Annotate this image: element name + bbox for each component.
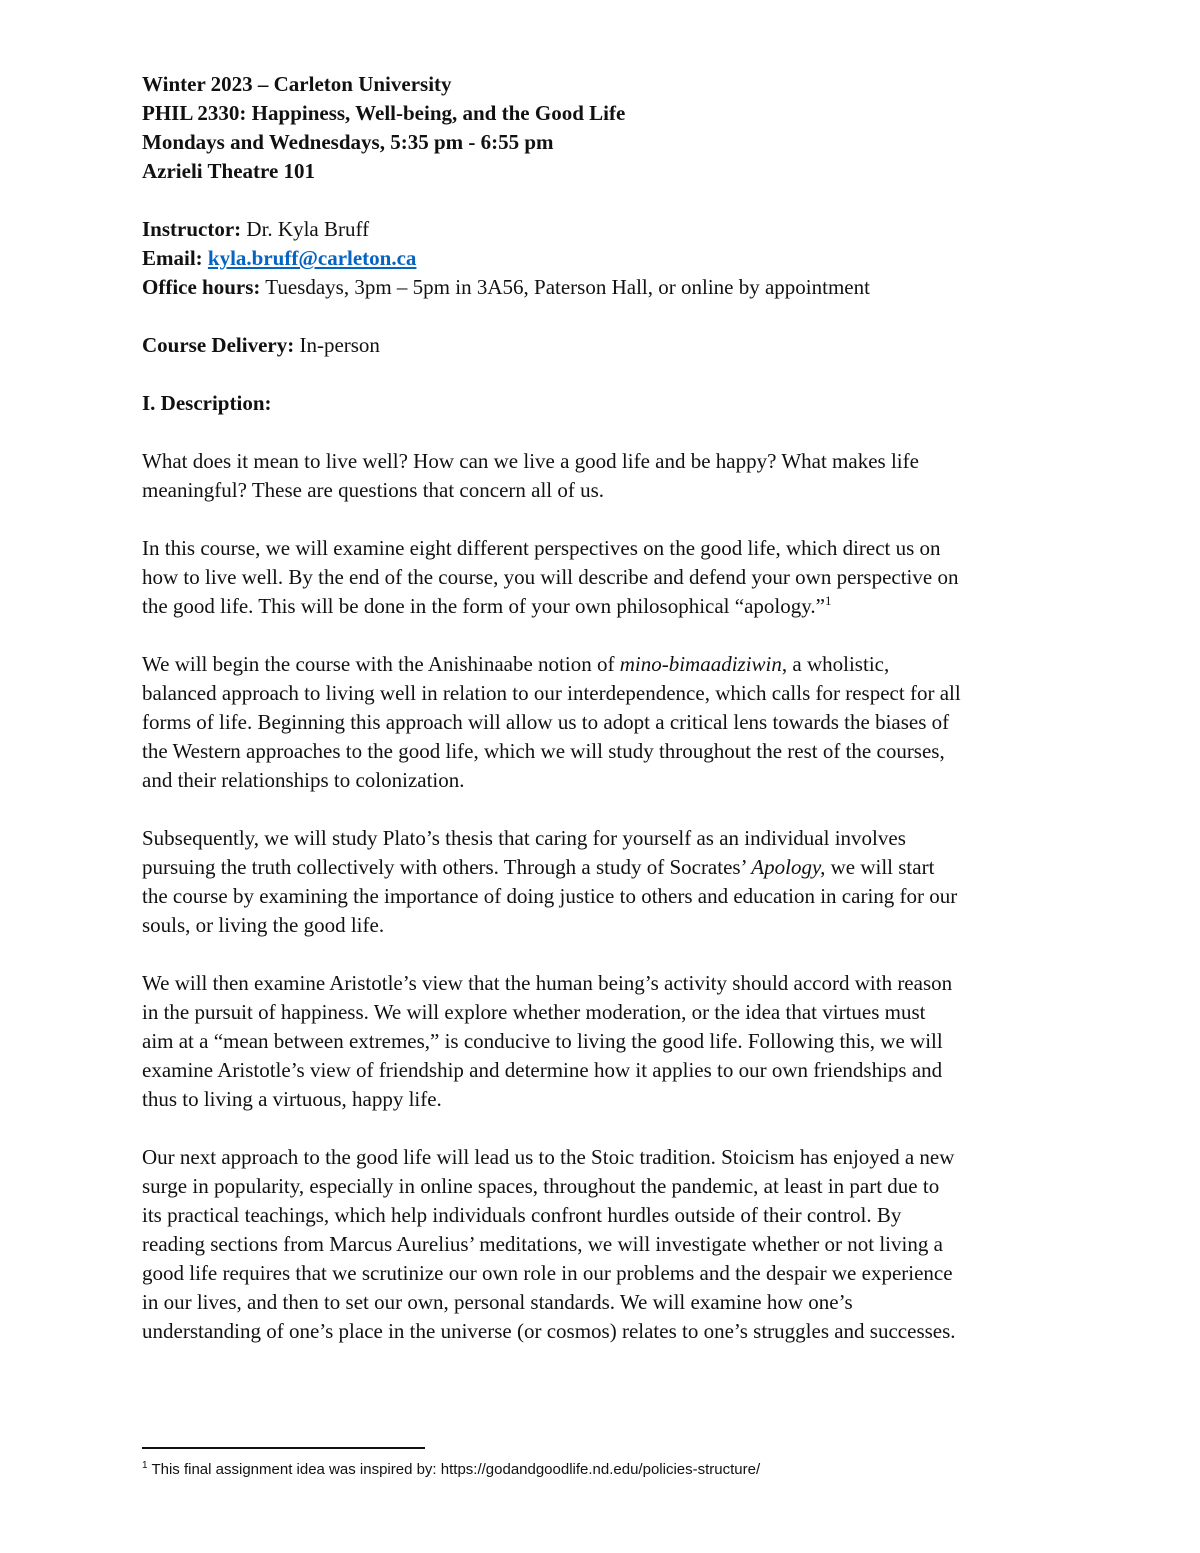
- paragraph-line: forms of life. Beginning this approach will allow us to adopt a critical lens towards the biases of: [142, 710, 950, 734]
- paragraph-line-text: the good life. This will be done in the form of your own philosophical “apology.”: [142, 594, 825, 618]
- footnote-divider: [142, 1447, 425, 1449]
- footnote-marker: 1: [142, 1460, 148, 1471]
- office-hours-label: Office hours:: [142, 275, 261, 299]
- instructor-label: Instructor:: [142, 217, 242, 241]
- paragraph-line: souls, or living the good life.: [142, 913, 385, 937]
- paragraph-perspectives: [142, 534, 1067, 621]
- paragraph-line: What does it mean to live well? How can we live a good life and be happy? What makes life: [142, 449, 919, 473]
- paragraph-line: examine Aristotle’s view of friendship and determine how it applies to our own friendships and: [142, 1058, 943, 1082]
- course-title: PHIL 2330: Happiness, Well-being, and the Good Life: [142, 101, 626, 125]
- paragraph-line: balanced approach to living well in relation to our interdependence, which calls for respect for all: [142, 681, 961, 705]
- term-line: Winter 2023 – Carleton University: [142, 72, 452, 96]
- footnote-reference[interactable]: 1: [824, 593, 832, 608]
- section-heading: I. Description:: [142, 391, 272, 415]
- course-delivery-label: Course Delivery:: [142, 333, 295, 357]
- paragraph-line-text: pursuing the truth collectively with others. Through a study of Socrates’: [142, 855, 752, 879]
- course-delivery-line: [142, 331, 1067, 360]
- email-link[interactable]: kyla.bruff@carleton.ca: [207, 246, 417, 270]
- footnote: [142, 1460, 760, 1480]
- paragraph-line: surge in popularity, especially in online spaces, throughout the pandemic, at least in part due to: [142, 1174, 940, 1198]
- email-label: Email:: [142, 246, 203, 270]
- paragraph-line: Our next approach to the good life will lead us to the Stoic tradition. Stoicism has enjoyed a new: [142, 1145, 955, 1169]
- footnote-text: This final assignment idea was inspired by: https://godandgoodlife.nd.edu/policies-structure/: [147, 1461, 761, 1478]
- paragraph-line: [142, 592, 1067, 621]
- paragraph-line: in the pursuit of happiness. We will explore whether moderation, or the idea that virtues must: [142, 1000, 926, 1024]
- paragraph-line: its practical teachings, which help individuals confront hurdles outside of their control. By: [142, 1203, 902, 1227]
- paragraph-line: We will then examine Aristotle’s view that the human being’s activity should accord with reason: [142, 971, 953, 995]
- paragraph-line-text: we will start: [825, 855, 935, 879]
- paragraph-line-text: , a wholistic,: [781, 652, 890, 676]
- paragraph-line: [142, 853, 1067, 882]
- paragraph-line: In this course, we will examine eight different perspectives on the good life, which direct us on: [142, 536, 941, 560]
- paragraph-line: and their relationships to colonization.: [142, 768, 465, 792]
- paragraph-stoic: [142, 1143, 1067, 1346]
- paragraph-line: reading sections from Marcus Aurelius’ meditations, we will investigate whether or not living a: [142, 1232, 943, 1256]
- office-hours-value: Tuesdays, 3pm – 5pm in 3A56, Paterson Hall, or online by appointment: [260, 275, 870, 299]
- italic-title: Apology,: [751, 855, 826, 879]
- paragraph-line: aim at a “mean between extremes,” is conducive to living the good life. Following this, we will: [142, 1029, 943, 1053]
- paragraph-anishinaabe: [142, 650, 1067, 795]
- email-line: [142, 244, 1067, 273]
- paragraph-line: the course by examining the importance of doing justice to others and education in caring for our: [142, 884, 958, 908]
- paragraph-line: Subsequently, we will study Plato’s thesis that caring for yourself as an individual involves: [142, 826, 906, 850]
- paragraph-line: good life requires that we scrutinize our own role in our problems and the despair we experience: [142, 1261, 953, 1285]
- document-page: [142, 70, 1067, 1346]
- room-line: Azrieli Theatre 101: [142, 159, 316, 183]
- course-delivery-value: In-person: [294, 333, 380, 357]
- office-hours-line: [142, 273, 1067, 302]
- italic-term: mino-bimaadiziwin: [619, 652, 782, 676]
- paragraph-line: the Western approaches to the good life, which we will study throughout the rest of the courses,: [142, 739, 945, 763]
- paragraph-aristotle: [142, 969, 1067, 1114]
- instructor-line: [142, 215, 1067, 244]
- paragraph-intro: [142, 447, 1067, 505]
- paragraph-line: understanding of one’s place in the universe (or cosmos) relates to one’s struggles and successes.: [142, 1319, 956, 1343]
- paragraph-line: thus to living a virtuous, happy life.: [142, 1087, 442, 1111]
- paragraph-line: [142, 650, 1067, 679]
- paragraph-line: how to live well. By the end of the course, you will describe and defend your own perspective on: [142, 565, 959, 589]
- paragraph-plato: [142, 824, 1067, 940]
- schedule-line: Mondays and Wednesdays, 5:35 pm - 6:55 pm: [142, 130, 554, 154]
- paragraph-line: in our lives, and then to set our own, personal standards. We will examine how one’s: [142, 1290, 853, 1314]
- paragraph-line-text: We will begin the course with the Anishinaabe notion of: [142, 652, 620, 676]
- instructor-value: Dr. Kyla Bruff: [241, 217, 370, 241]
- paragraph-line: meaningful? These are questions that concern all of us.: [142, 478, 605, 502]
